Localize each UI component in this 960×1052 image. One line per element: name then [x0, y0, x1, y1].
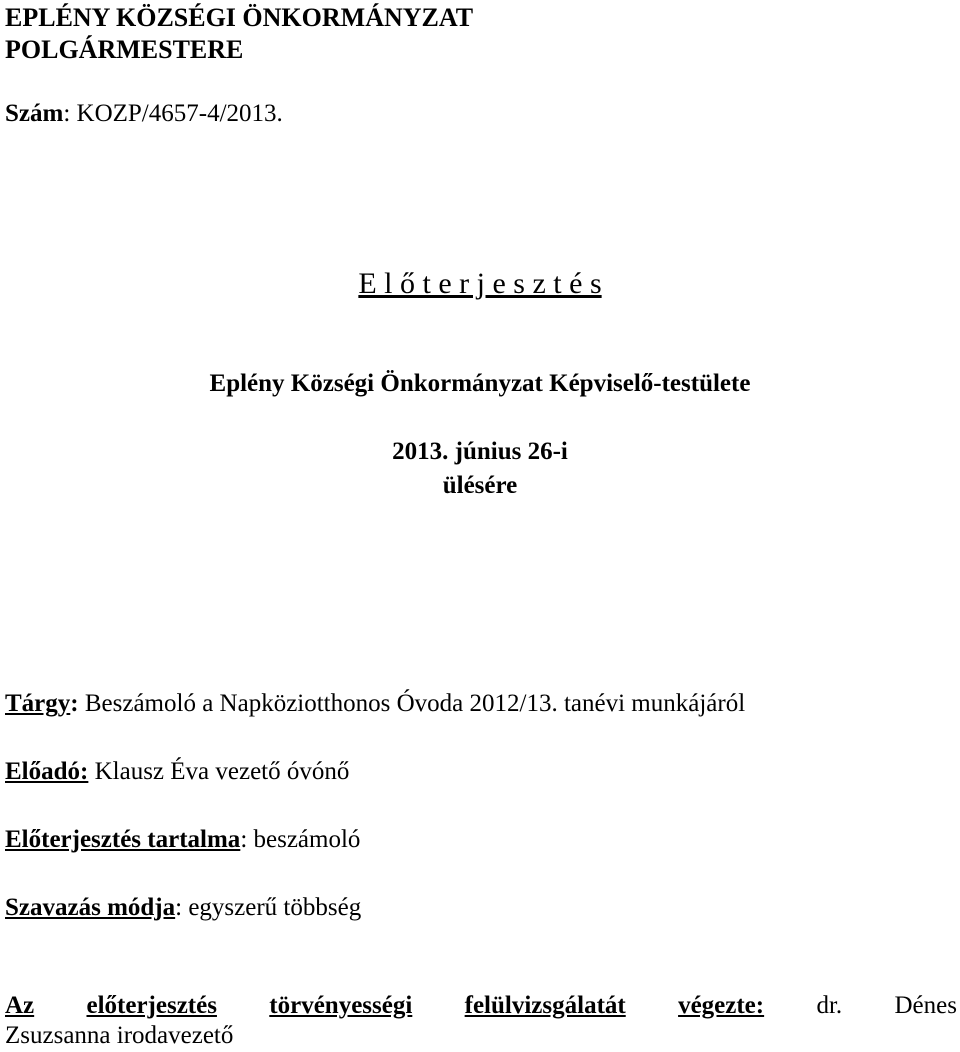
review-word-1: Az [5, 992, 35, 1019]
reference-number [5, 100, 283, 128]
presenter-value: Klausz Éva vezető óvónő [88, 758, 350, 785]
council-name: Eplény Községi Önkormányzat Képviselő-testülete [209, 370, 751, 397]
review-word-3: törvényességi [269, 992, 413, 1019]
header-line-1: EPLÉNY KÖZSÉGI ÖNKORMÁNYZAT [5, 3, 474, 32]
review-line [5, 992, 957, 1020]
presenter-line [5, 758, 349, 786]
subject-value: Beszámoló a Napköziotthonos Óvoda 2012/13. tanévi munkájáról [78, 690, 746, 717]
subject-label: Tárgy [5, 690, 71, 717]
reference-value: : KOZP/4657-4/2013. [63, 100, 283, 127]
review-word-7: Dénes [894, 992, 957, 1019]
review-word-5: végezte: [678, 992, 765, 1019]
session-label: ülésére [442, 472, 518, 499]
reviewer-name: Zsuzsanna irodavezető [5, 1022, 234, 1049]
review-word-4: felülvizsgálatát [464, 992, 626, 1019]
voting-line [5, 894, 361, 922]
review-word-2: előterjesztés [86, 992, 217, 1019]
voting-value: : egyszerű többség [175, 894, 362, 921]
review-word-6: dr. [816, 992, 843, 1019]
content-value: : beszámoló [240, 826, 361, 853]
session-date: 2013. június 26-i [392, 438, 568, 465]
document-title-text: E l ő t e r j e s z t é s [358, 267, 602, 300]
content-line [5, 826, 360, 854]
header-line-2: POLGÁRMESTERE [5, 35, 244, 64]
presenter-label: Előadó: [5, 758, 89, 785]
subject-separator: : [70, 690, 79, 717]
reference-label: Szám [5, 100, 64, 127]
content-label: Előterjesztés tartalma [5, 826, 241, 853]
voting-label: Szavazás módja [5, 894, 176, 921]
document-title [0, 266, 960, 302]
subject-line [5, 690, 745, 718]
